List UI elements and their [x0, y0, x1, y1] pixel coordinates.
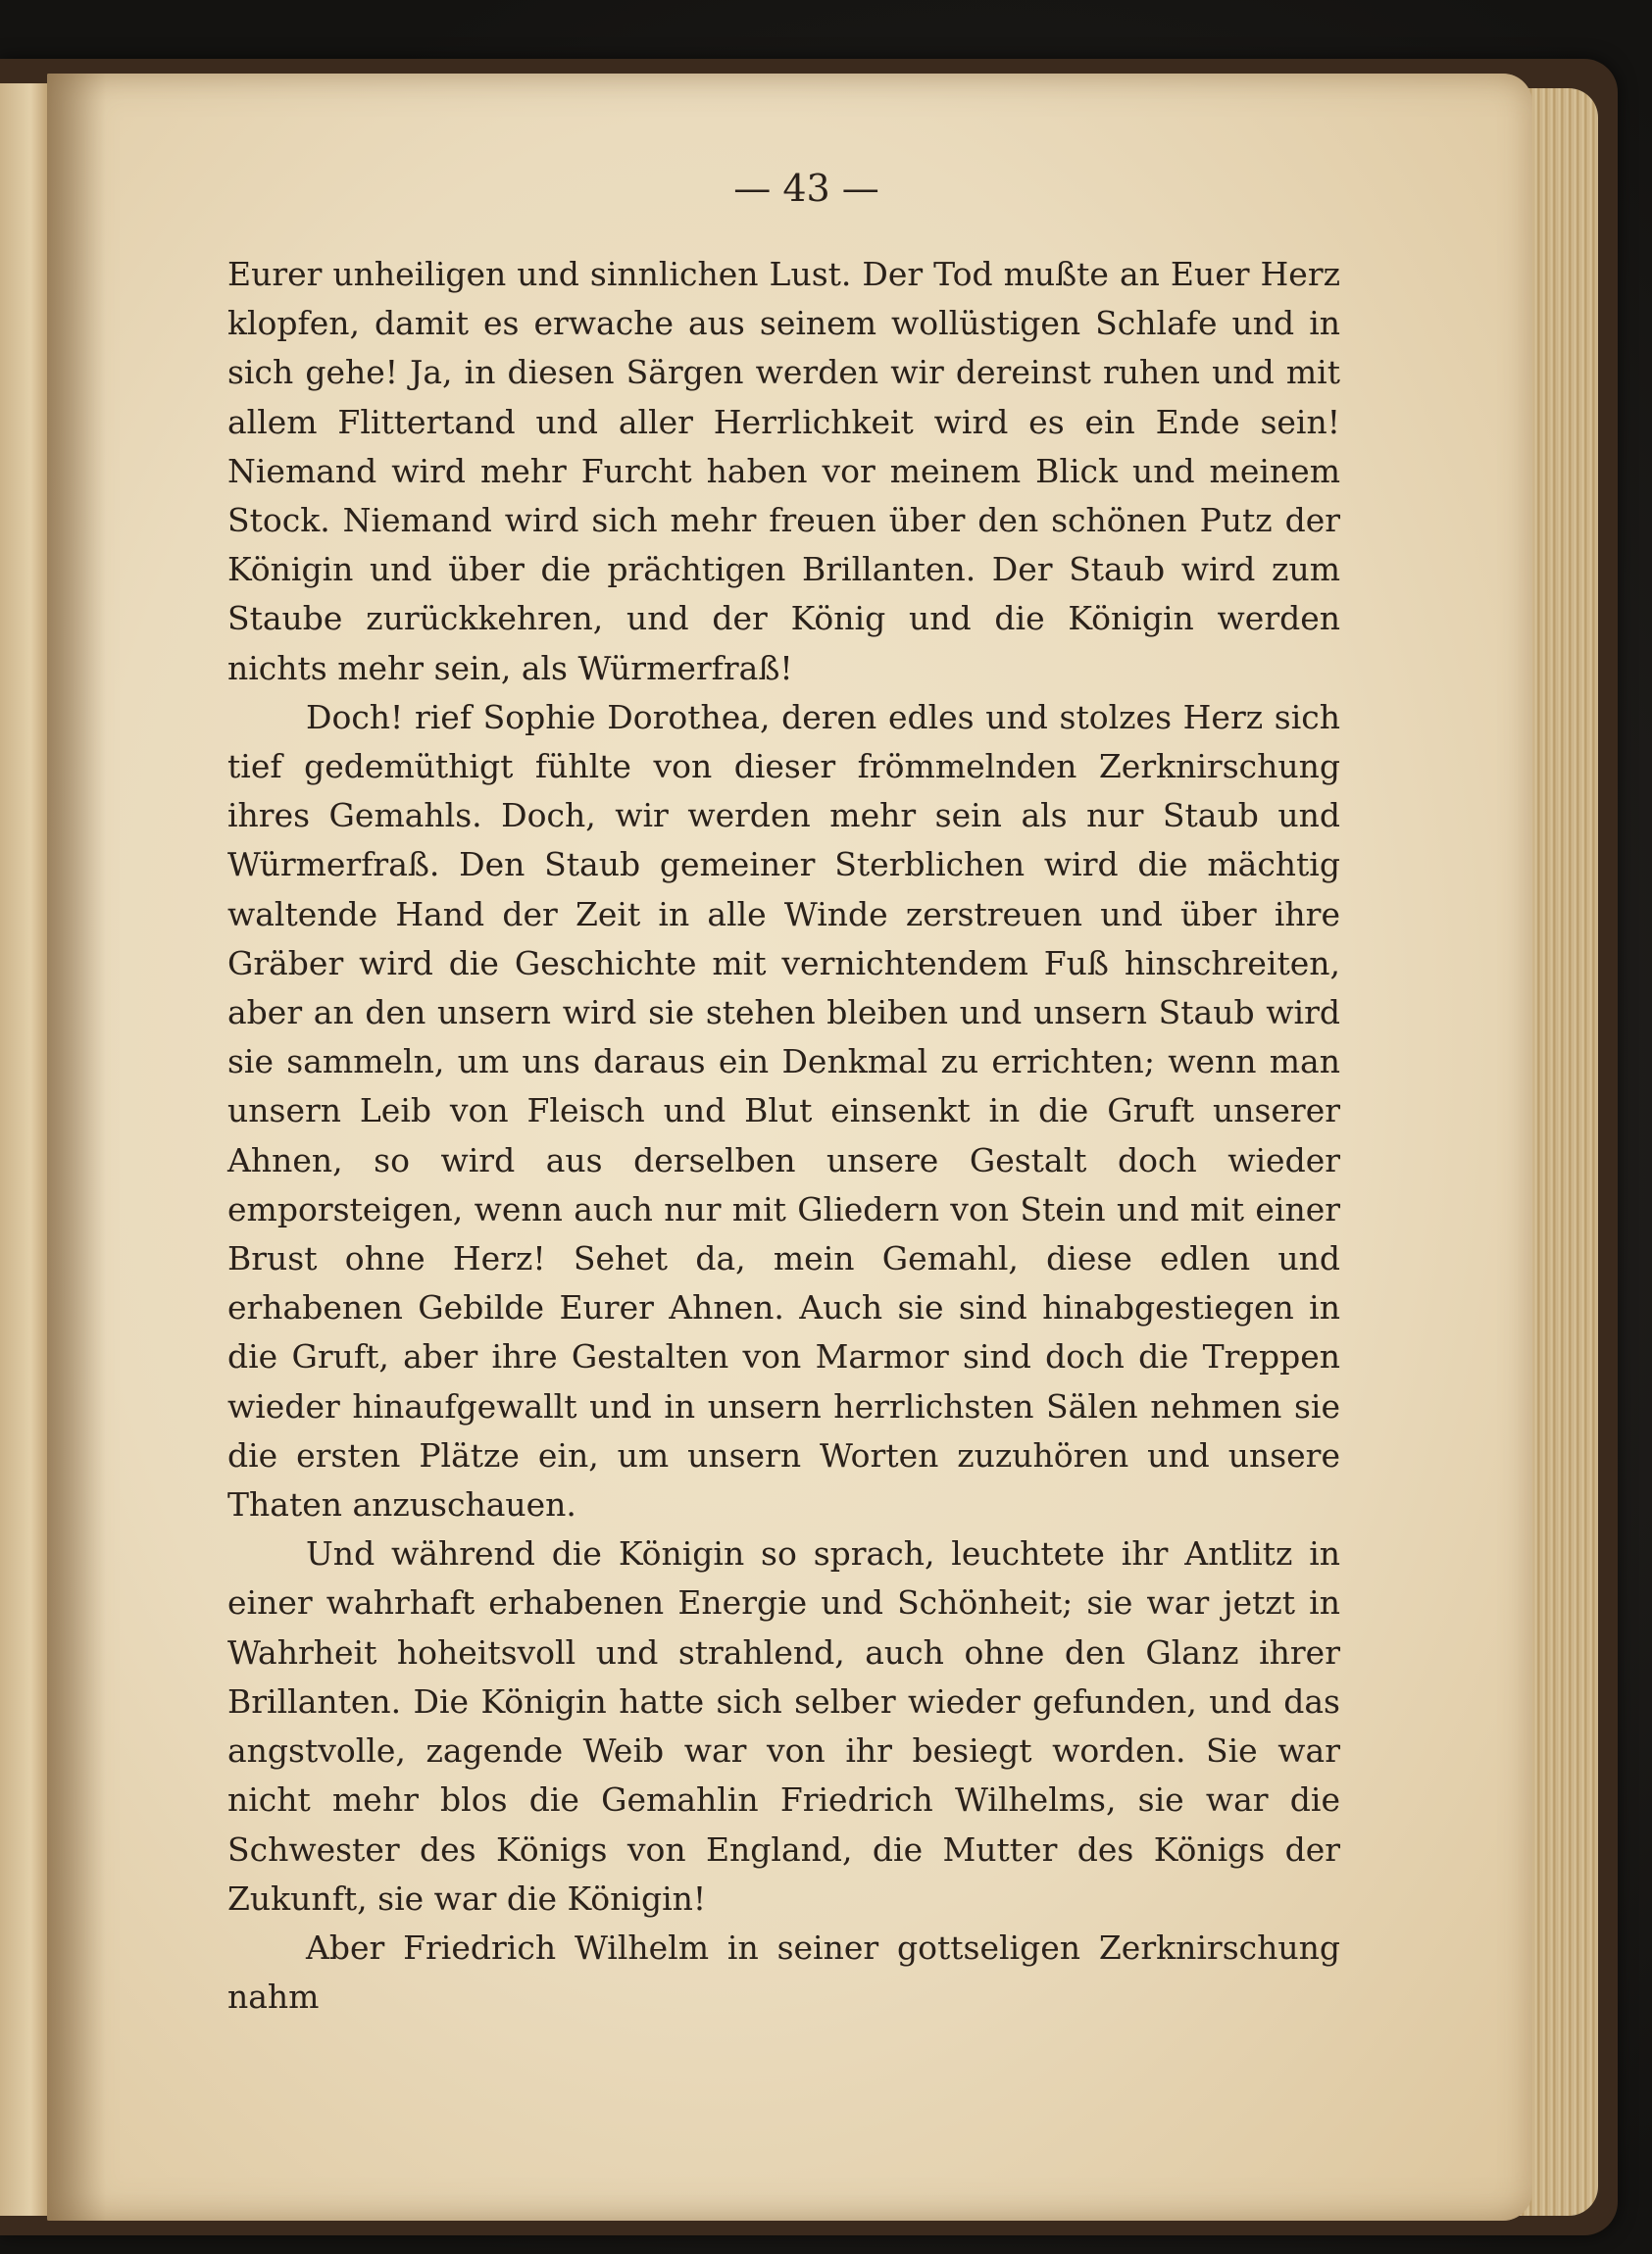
paragraph: Und während die Königin so sprach, leuchtete ihr Antlitz in einer wahrhaft erhabenen Energie und Schönheit; sie war jetzt in Wahrheit hoheitsvoll und strahlend, auch ohne den Glanz ihrer Brillanten. Die Königin hatte sich selber wieder gefunden, und das angstvolle, zagende Weib war von ihr besiegt worden. Sie war nicht mehr blos die Gemahlin Friedrich Wilhelms, sie war die Schwester des Königs von England, die Mutter des Königs der Zukunft, sie war die Königin!: [227, 1534, 1340, 1918]
gutter-shadow: [47, 74, 106, 2221]
paragraph-continued: Eurer unheiligen und sinnlichen Lust. Der Tod mußte an Euer Herz klopfen, damit es erwache aus seinem wollüstigen Schlafe und in sich gehe! Ja, in diesen Särgen werden wir dereinst ruhen und mit allem Flittertand und aller Herrlichkeit wird es ein Ende sein! Niemand wird mehr Furcht haben vor meinem Blick und meinem Stock. Niemand wird sich mehr freuen über den schönen Putz der Königin und über die prächtigen Brillanten. Der Staub wird zum Staube zurückkehren, und der König und die Königin werden nichts mehr sein, als Würmerfraß!: [227, 255, 1340, 687]
left-page-edge: [0, 83, 51, 2216]
paragraph: Aber Friedrich Wilhelm in seiner gottseligen Zerknirschung nahm: [227, 1928, 1340, 2017]
page-number: [0, 167, 1652, 210]
body-text: [227, 250, 1340, 2022]
paragraph: Doch! rief Sophie Dorothea, deren edles und stolzes Herz sich tief gedemüthigt fühlte von dieser frömmelnden Zerknirschung ihres Gemahls. Doch, wir werden mehr sein als nur Staub und Würmerfraß. Den Staub gemeiner Sterblichen wird die mächtig waltende Hand der Zeit in alle Winde zerstreuen und über ihre Gräber wird die Geschichte mit vernichtendem Fuß hinschreiten, aber an den unsern wird sie stehen bleiben und unsern Staub wird sie sammeln, um uns daraus ein Denkmal zu errichten; wenn man unsern Leib von Fleisch und Blut einsenkt in die Gruft unserer Ahnen, so wird aus derselben unsere Gestalt doch wieder emporsteigen, wenn auch nur mit Gliedern von Stein und mit einer Brust ohne Herz! Sehet da, mein Gemahl, diese edlen und erhabenen Gebilde Eurer Ahnen. Auch sie sind hinabgestiegen in die Gruft, aber ihre Gestalten von Marmor sind doch die Treppen wieder hinaufgewallt und in unsern herrlichsten Sälen nehmen sie die ersten Plätze ein, um unsern Worten zuzuhören und unsere Thaten anzuschauen.: [227, 697, 1340, 1525]
page-number-text: — 43 —: [733, 167, 879, 210]
